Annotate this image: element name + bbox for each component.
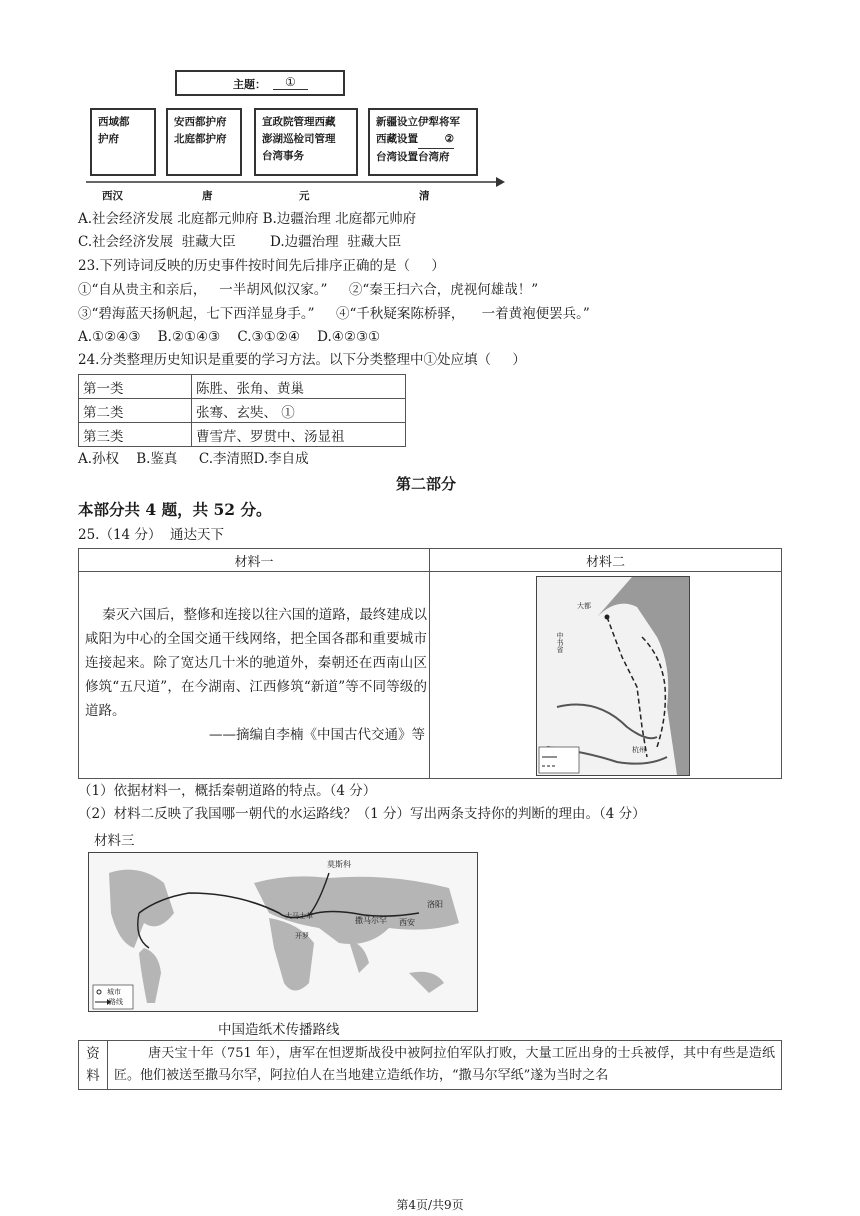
- map3-caption: 中国造纸术传播路线: [218, 1022, 340, 1038]
- axis-label-western-han: 西汉: [102, 190, 123, 202]
- material1-source: ——摘编自李楠《中国古代交通》等: [209, 727, 425, 743]
- box-text: 安西都护府: [174, 116, 227, 128]
- source-label: [79, 1041, 108, 1090]
- diagram-box-tang: [166, 108, 242, 176]
- table-cell-items: 陈胜、张角、黄巢: [192, 375, 406, 399]
- diagram-box-qing: [368, 108, 478, 176]
- theme-label: 主题：: [233, 78, 266, 91]
- theme-blank: ①: [273, 75, 308, 90]
- diagram-box-yuan: [254, 108, 358, 176]
- table-cell-category: 第二类: [79, 399, 192, 423]
- map3-label-damascus: 大马士革: [285, 912, 313, 920]
- map3-label-samarkand: 撒马尔罕: [355, 916, 387, 925]
- q22-options-ab: A.社会经济发展 北庭都元帅府 B.边疆治理 北庭都元帅府: [78, 211, 417, 227]
- source-table: [78, 1040, 782, 1090]
- table-row: [79, 399, 406, 423]
- map3-label-luoyang: 洛阳: [427, 900, 443, 909]
- table-row: [79, 549, 782, 572]
- box-text: 西域都: [98, 116, 130, 128]
- part2-title: 第二部分: [396, 475, 457, 493]
- table-row: [79, 572, 782, 779]
- theme-box: [175, 70, 345, 96]
- q23-poem-line-1: ①“自从贵主和亲后， 一半胡风似汉家。” ②“秦王扫六合，虎视何雄哉！”: [78, 282, 539, 298]
- axis-label-qing: 清: [419, 190, 430, 202]
- box-text: [376, 131, 470, 149]
- material1-header: 材料一: [79, 549, 430, 572]
- box-text: 澎湖巡检司管理: [262, 133, 336, 145]
- map2-label-zhongshusheng: 中书省: [556, 632, 564, 653]
- material2-header: 材料二: [430, 549, 782, 572]
- map2-label-dadu: 大都: [577, 602, 591, 610]
- box-text: 宣政院管理西藏: [262, 116, 336, 128]
- map2-label-hangzhou: 杭州: [632, 746, 646, 754]
- papermaking-route-map-graphic: [89, 853, 477, 1011]
- material1-text: 秦灭六国后，整修和连接以往六国的道路，最终建成以咸阳为中心的全国交通干线网络，把全国各郡和重要城市连接起来。除了宽达几十米的驰道外，秦朝还在西南山区修筑“五尺道”，在今湖南、江西修筑“新道”等不同等级的道路。: [85, 607, 428, 719]
- table-cell-category: 第三类: [79, 423, 192, 447]
- table-cell-items: 张骞、玄奘、 ①: [192, 399, 406, 423]
- timeline-axis: [86, 176, 506, 188]
- q25-stem: 25.（14 分） 通达天下: [78, 527, 225, 543]
- axis-label-tang: 唐: [202, 190, 213, 202]
- table-cell-category: 第一类: [79, 375, 192, 399]
- map3-label-xian: 西安: [399, 918, 415, 927]
- axis-label-yuan: 元: [299, 190, 310, 202]
- box-text: 台湾事务: [262, 150, 304, 162]
- q24-options: A.孙权 B.鉴真 C.李清照D.李自成: [78, 451, 309, 467]
- material2-cell: [430, 572, 782, 779]
- box-text: 台湾设置台湾府: [376, 151, 450, 163]
- source-text: 唐天宝十年（751 年），唐军在怛逻斯战役中被阿拉伯军队打败，大量工匠出身的士兵被俘，其中有些是造纸匠。他们被送至撒马尔罕，阿拉伯人在当地建立造纸作坊，“撒马尔罕纸”遂为当时之名: [108, 1041, 782, 1090]
- q24-stem: 24.分类整理历史知识是重要的学习方法。以下分类整理中①处应填（ ）: [78, 352, 526, 368]
- box-blank: ②: [418, 131, 454, 149]
- papermaking-route-map: [88, 852, 478, 1012]
- part2-subtitle: 本部分共 4 题，共 52 分。: [78, 500, 272, 519]
- grand-canal-map: [536, 576, 690, 776]
- table-cell-items: 曹雪芹、罗贯中、汤显祖: [192, 423, 406, 447]
- material1-cell: [79, 572, 430, 779]
- table-row: [79, 1041, 782, 1090]
- map3-legend-route: 路线: [109, 998, 123, 1006]
- q24-classification-table: [78, 374, 406, 447]
- q23-options: A.①②④③ B.②①④③ C.③①②④ D.④②③①: [78, 329, 381, 345]
- table-row: [79, 423, 406, 447]
- q22-options-cd: C.社会经济发展 驻藏大臣 D.边疆治理 驻藏大臣: [78, 234, 402, 250]
- diagram-box-western-han: [90, 108, 156, 176]
- map3-label-moscow: 莫斯科: [327, 860, 351, 869]
- map3-label-cairo: 开罗: [295, 932, 309, 940]
- source-label-text: 资料: [86, 1046, 100, 1084]
- box-text: 护府: [98, 133, 119, 145]
- q25-subquestion-2: （2）材料二反映了我国哪一朝代的水运路线？（1 分）写出两条支持你的判断的理由。（4 分）: [78, 806, 646, 822]
- box-text: 北庭都护府: [174, 133, 227, 145]
- q25-subquestion-1: （1）依据材料一，概括秦朝道路的特点。（4 分）: [78, 783, 377, 799]
- grand-canal-map-graphic: [537, 577, 689, 775]
- q23-stem: 23.下列诗词反映的历史事件按时间先后排序正确的是（ ）: [78, 258, 445, 274]
- page-footer: 第4页/共9页: [396, 1198, 464, 1212]
- box-text-part: 西藏设置: [376, 133, 418, 145]
- box-text: 新疆设立伊犁将军: [376, 116, 460, 128]
- table-row: [79, 375, 406, 399]
- q23-poem-line-2: ③“碧海蓝天扬帆起，七下西洋显身手。” ④“千秋疑案陈桥驿， 一着黄袍便罢兵。”: [78, 306, 590, 322]
- q25-materials-table: [78, 548, 782, 779]
- map3-legend-city: 城市: [107, 988, 121, 996]
- material3-label: 材料三: [94, 833, 135, 849]
